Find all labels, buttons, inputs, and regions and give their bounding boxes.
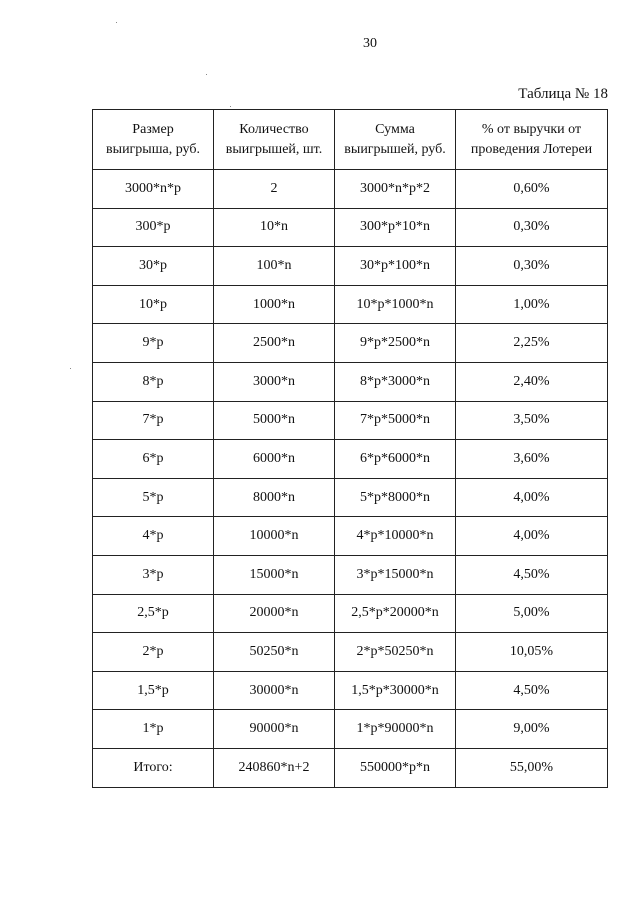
cell-prize-count: 15000*n: [214, 555, 335, 594]
table-header-row: [93, 110, 608, 170]
cell-prize-sum: 4*p*10000*n: [335, 517, 456, 556]
table-row: [93, 478, 608, 517]
cell-prize-sum: 9*p*2500*n: [335, 324, 456, 363]
cell-prize-size: 8*p: [93, 362, 214, 401]
table-row: [93, 594, 608, 633]
cell-prize-sum: 1*p*90000*n: [335, 710, 456, 749]
cell-revenue-percent: 4,00%: [456, 478, 608, 517]
cell-prize-count: 10*n: [214, 208, 335, 247]
table-caption: Таблица № 18: [518, 86, 608, 102]
table-row: [93, 170, 608, 209]
cell-prize-count: 1000*n: [214, 285, 335, 324]
header-prize-size: [93, 110, 214, 170]
cell-revenue-percent: 2,40%: [456, 362, 608, 401]
cell-prize-size: 5*p: [93, 478, 214, 517]
cell-prize-size: 300*p: [93, 208, 214, 247]
lottery-prize-table: [92, 109, 608, 788]
cell-prize-sum: 3*p*15000*n: [335, 555, 456, 594]
cell-revenue-percent: 0,30%: [456, 208, 608, 247]
header-prize-sum: [335, 110, 456, 170]
cell-prize-size: 30*p: [93, 247, 214, 286]
scan-speck: [230, 106, 231, 107]
page-number: 30: [363, 36, 377, 51]
scan-speck: [116, 22, 117, 23]
cell-revenue-percent: 10,05%: [456, 633, 608, 672]
table-row: [93, 555, 608, 594]
cell-prize-size: 7*p: [93, 401, 214, 440]
cell-prize-sum: 3000*n*p*2: [335, 170, 456, 209]
cell-prize-count: 10000*n: [214, 517, 335, 556]
cell-prize-size: 1*p: [93, 710, 214, 749]
cell-revenue-percent: 5,00%: [456, 594, 608, 633]
cell-prize-sum: 5*p*8000*n: [335, 478, 456, 517]
table-row: [93, 671, 608, 710]
cell-prize-count: 8000*n: [214, 478, 335, 517]
cell-prize-size: 1,5*p: [93, 671, 214, 710]
header-revenue-percent: [456, 110, 608, 170]
cell-revenue-percent: 4,50%: [456, 671, 608, 710]
table-row: [93, 324, 608, 363]
header-line: выигрышей, руб.: [344, 141, 446, 157]
header-line: Количество: [239, 121, 309, 137]
scan-speck: [206, 74, 207, 75]
table-row: [93, 362, 608, 401]
cell-prize-sum: 6*p*6000*n: [335, 440, 456, 479]
cell-prize-size: 2*p: [93, 633, 214, 672]
cell-prize-size: 3*p: [93, 555, 214, 594]
cell-total-label: Итого:: [93, 748, 214, 787]
cell-prize-sum: 2,5*p*20000*n: [335, 594, 456, 633]
header-line: проведения Лотереи: [470, 141, 593, 157]
cell-prize-size: 9*p: [93, 324, 214, 363]
table-total-row: [93, 748, 608, 787]
scan-speck: [70, 368, 71, 369]
header-line: Размер: [132, 121, 174, 137]
cell-revenue-percent: 1,00%: [456, 285, 608, 324]
cell-prize-size: 3000*n*p: [93, 170, 214, 209]
table-row: [93, 440, 608, 479]
header-prize-count: [214, 110, 335, 170]
cell-prize-count: 30000*n: [214, 671, 335, 710]
cell-prize-size: 6*p: [93, 440, 214, 479]
header-line: выигрыша, руб.: [106, 141, 200, 157]
table-row: [93, 208, 608, 247]
table-row: [93, 633, 608, 672]
cell-total-percent: 55,00%: [456, 748, 608, 787]
cell-prize-sum: 7*p*5000*n: [335, 401, 456, 440]
cell-prize-count: 2: [214, 170, 335, 209]
cell-prize-size: 10*p: [93, 285, 214, 324]
header-line: Сумма: [375, 121, 415, 137]
cell-prize-count: 50250*n: [214, 633, 335, 672]
cell-prize-sum: 30*p*100*n: [335, 247, 456, 286]
cell-revenue-percent: 2,25%: [456, 324, 608, 363]
cell-total-count: 240860*n+2: [214, 748, 335, 787]
cell-prize-count: 20000*n: [214, 594, 335, 633]
cell-prize-sum: 2*p*50250*n: [335, 633, 456, 672]
cell-prize-sum: 300*p*10*n: [335, 208, 456, 247]
cell-prize-sum: 1,5*p*30000*n: [335, 671, 456, 710]
cell-prize-count: 2500*n: [214, 324, 335, 363]
table-row: [93, 517, 608, 556]
cell-prize-count: 3000*n: [214, 362, 335, 401]
cell-revenue-percent: 9,00%: [456, 710, 608, 749]
cell-prize-size: 2,5*p: [93, 594, 214, 633]
cell-revenue-percent: 0,60%: [456, 170, 608, 209]
cell-revenue-percent: 3,50%: [456, 401, 608, 440]
table-row: [93, 401, 608, 440]
cell-prize-count: 5000*n: [214, 401, 335, 440]
cell-prize-count: 6000*n: [214, 440, 335, 479]
cell-prize-sum: 8*p*3000*n: [335, 362, 456, 401]
cell-revenue-percent: 3,60%: [456, 440, 608, 479]
cell-revenue-percent: 4,00%: [456, 517, 608, 556]
header-line: % от выручки от: [481, 121, 582, 137]
header-line: выигрышей, шт.: [225, 141, 323, 157]
cell-total-sum: 550000*p*n: [335, 748, 456, 787]
cell-revenue-percent: 0,30%: [456, 247, 608, 286]
cell-revenue-percent: 4,50%: [456, 555, 608, 594]
cell-prize-count: 100*n: [214, 247, 335, 286]
cell-prize-size: 4*p: [93, 517, 214, 556]
table-row: [93, 710, 608, 749]
cell-prize-count: 90000*n: [214, 710, 335, 749]
cell-prize-sum: 10*p*1000*n: [335, 285, 456, 324]
table-row: [93, 285, 608, 324]
table-row: [93, 247, 608, 286]
